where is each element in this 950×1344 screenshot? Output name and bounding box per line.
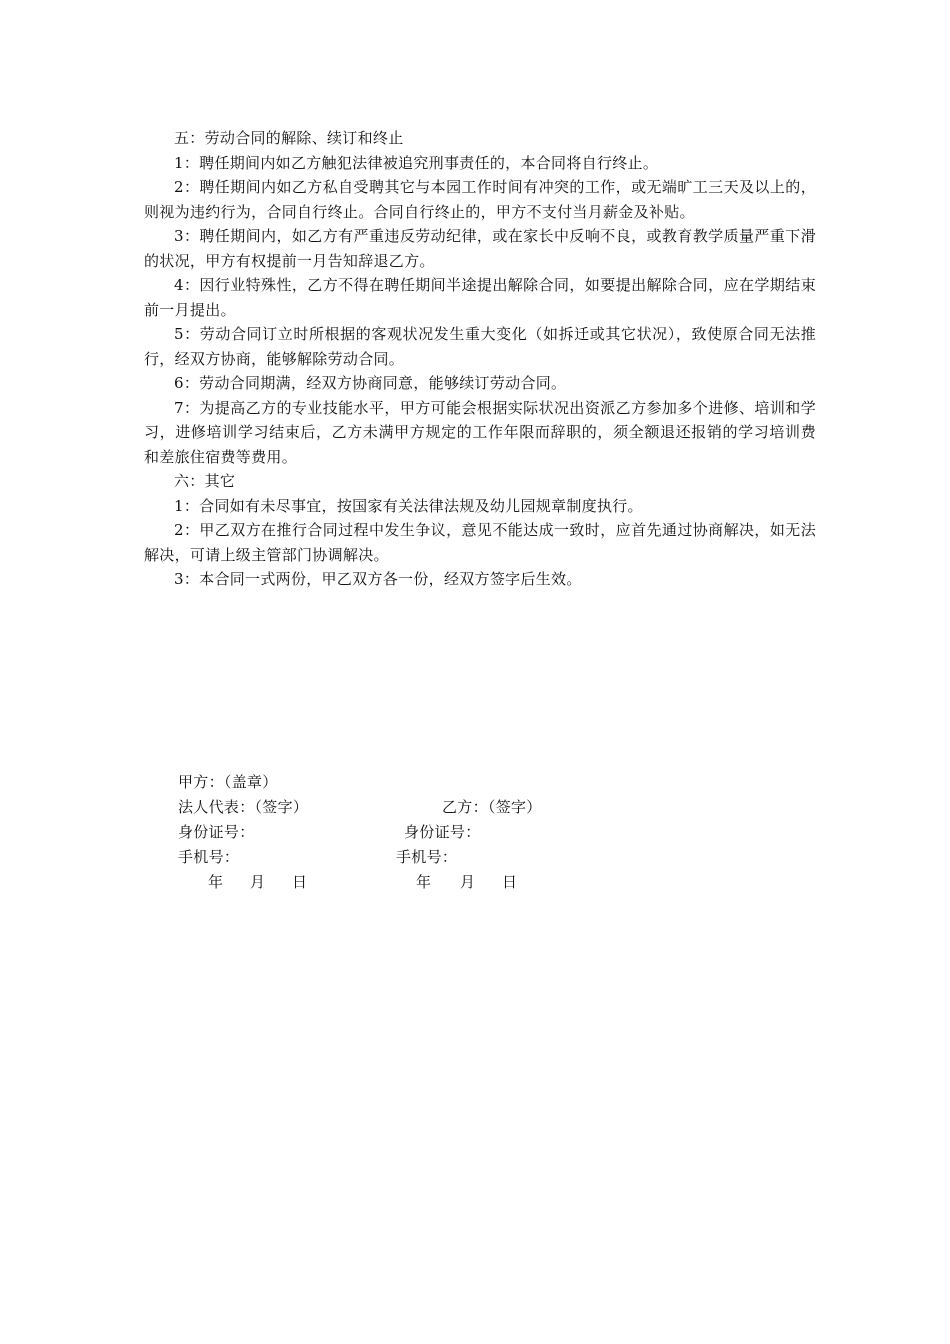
party-b-sign-label: 乙方：（签字） [442, 798, 542, 816]
contract-body [144, 126, 816, 592]
clause-paragraph: 3：本合同一式两份，甲乙双方各一份，经双方签字后生效。 [174, 570, 582, 588]
party-b-day-label: 日 [502, 873, 518, 891]
party-b-id-label: 身份证号： [404, 823, 481, 841]
clause-paragraph: 4：因行业特殊性，乙方不得在聘任期间半途提出解除合同，如要提出解除合同，应在学期结束前一月提出。 [144, 276, 816, 319]
clause-paragraph: 6：劳动合同期满，经双方协商同意，能够续订劳动合同。 [174, 374, 567, 392]
clause-paragraph: 1：合同如有未尽事宜，按国家有关法律法规及幼儿园规章制度执行。 [174, 496, 643, 515]
party-b-month-label: 月 [460, 873, 476, 891]
signature-row-party-a [178, 770, 698, 795]
party-a-day-label: 日 [292, 873, 308, 891]
party-a-seal-label: 甲方：（盖章） [178, 773, 278, 791]
party-b-year-label: 年 [416, 873, 432, 891]
party-a-year-label: 年 [208, 873, 224, 891]
clause-paragraph: 5：劳动合同订立时所根据的客观状况发生重大变化（如拆迁或其它状况），致使原合同无法推行，经双方协商，能够解除劳动合同。 [144, 325, 816, 368]
clause-paragraph: 2：甲乙双方在推行合同过程中发生争议，意见不能达成一致时，应首先通过协商解决，如无法解决，可请上级主管部门协调解决。 [144, 521, 816, 564]
signature-row-phone [178, 845, 698, 870]
clause-paragraph: 1：聘任期间内如乙方触犯法律被追究刑事责任的，本合同将自行终止。 [174, 153, 659, 172]
clause-paragraph: 3：聘任期间内，如乙方有严重违反劳动纪律，或在家长中反响不良，或教育教学质量严重下滑的状况，甲方有权提前一月告知辞退乙方。 [144, 227, 816, 270]
section-heading-termination: 五：劳动合同的解除、续订和终止 [174, 129, 404, 147]
signature-block [178, 770, 698, 895]
section-heading-other: 六：其它 [174, 472, 236, 490]
signature-row-date [178, 870, 698, 895]
party-a-id-label: 身份证号： [178, 823, 255, 841]
party-a-phone-label: 手机号： [178, 848, 240, 866]
clause-paragraph: 2：聘任期间内如乙方私自受聘其它与本园工作时间有冲突的工作，或无端旷工三天及以上的，则视为违约行为，合同自行终止。合同自行终止的，甲方不支付当月薪金及补贴。 [144, 178, 816, 221]
signature-row-id [178, 820, 698, 845]
clause-paragraph: 7：为提高乙方的专业技能水平，甲方可能会根据实际状况出资派乙方参加多个进修、培训和学习，进修培训学习结束后，乙方未满甲方规定的工作年限而辞职的，须全额退还报销的学习培训费和差旅住宿费等费用。 [144, 398, 816, 466]
party-b-phone-label: 手机号： [396, 848, 458, 866]
signature-row-representatives [178, 795, 698, 820]
legal-rep-label: 法人代表：（签字） [178, 798, 309, 816]
party-a-month-label: 月 [250, 873, 266, 891]
